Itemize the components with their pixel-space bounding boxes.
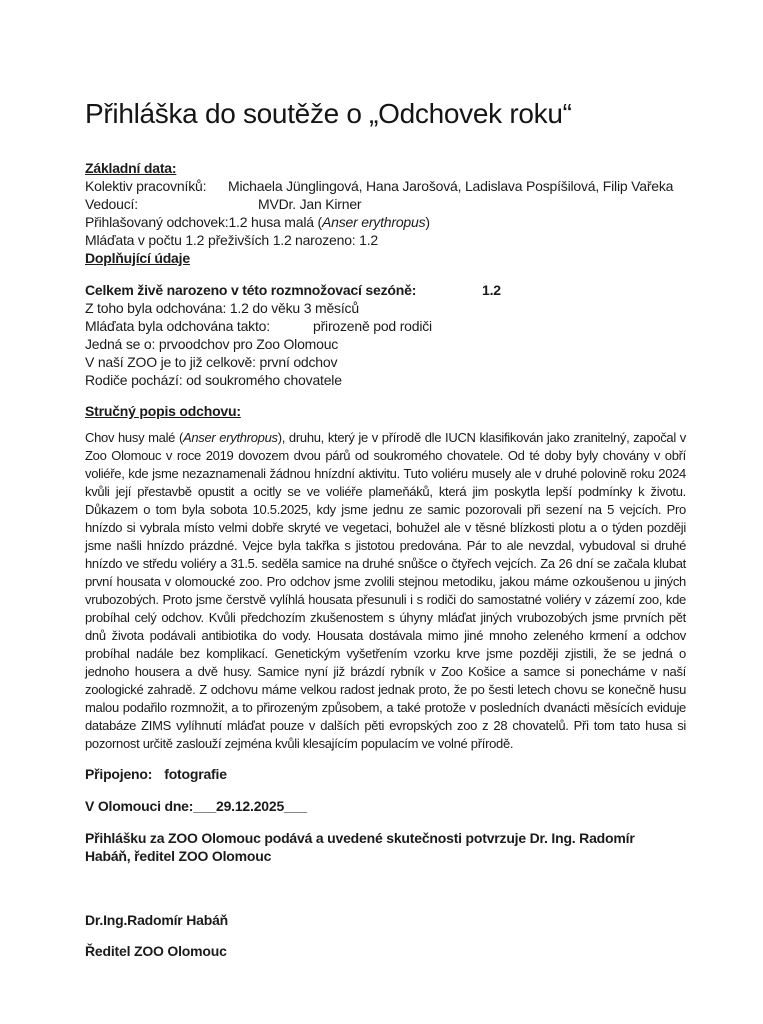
staff-row xyxy=(85,177,686,195)
registered-offspring-suffix: ) xyxy=(425,214,430,230)
total-born-value: 1.2 xyxy=(482,282,501,298)
attached-row xyxy=(85,765,686,783)
signature-role: Ředitel ZOO Olomouc xyxy=(85,943,227,959)
registered-offspring-row xyxy=(85,213,686,231)
leader-value: MVDr. Jan Kirner xyxy=(258,196,362,212)
zoo-total-row: V naší ZOO je to již celkově: první odchov xyxy=(85,354,338,370)
rearing-method-value: přirozeně pod rodiči xyxy=(313,318,432,334)
total-born-row xyxy=(85,281,686,299)
rearing-method-row xyxy=(85,317,686,335)
total-born-label: Celkem živě narozeno v této rozmnožovací sezóně: xyxy=(85,282,417,298)
date-row: V Olomouci dne:___29.12.2025___ xyxy=(85,798,307,814)
section-details xyxy=(85,281,686,389)
registered-offspring-label: Přihlašovaný odchovek: xyxy=(85,214,229,230)
description-text-rest: ), druhu, který je v přírodě dle IUCN klasifikován jako zranitelný, započal v Zoo Olomouc v roce 2019 dovozem dvou párů od soukromého chovatele. Od té doby byly chovány v obří voliéře, kde jsme nezaznamenali žádnou hnízdní aktivitu. Tuto voliéru musely ale v druhé polovině roku 2024 kvůli její přestavbě opustit a ocitly se ve voliéře plameňáků, která jim poskytla lepší podmínky k životu. Důkazem o tom byla sobota 10.5.2025, kdy jsme jednu ze samic pozorovali při sezení na 5 vejcích. Pro hnízdo si vybrala místo velmi dobře skryté ve vegetaci, bohužel ale v těsné blízkosti plotu a o týden později jsme našli hnízdo prázdné. Vejce byla takřka s jistotou predována. Pár to ale nevzdal, vybudoval si druhé hnízdo ve středu voliéry a 31.5. seděla samice na druhé snůšce o čtyřech vejcích. Za 26 dní se začala klubat první housata v olomoucké zoo. Pro odchov jsme zvolili stejnou metodiku, jakou máme ozkoušenou u jiných vrubozobých. Proto jsme čerstvě vylíhlá housata přesunuli i s rodiči do samostatné voliéry v zázemí zoo, kde probíhal celý odchov. Kvůli předchozím zkušenostem s úhyny mláďat jiných vrubozobých jsme prvních pět dnů života podávali antibiotika do vody. Housata dostávala mimo jiné mnoho zeleného krmení a odchov probíhal nadále bez komplikací. Genetickým vyšetřením vzorku krve jsme později zjistili, že se jedná o jednoho housera a dvě husy. Samice nyní již brázdí rybník v Zoo Košice a samce si ponecháme v naší zoologické zahradě. Z odchovu máme velkou radost jednak proto, že po šesti letech chovu se konečně husu malou podařilo rozmnožit, a to přirozeným způsobem, a také protože v posledních dvanácti měsících eviduje databáze ZIMS vylíhnutí mláďat pouze v dalších pěti evropských zoo z 28 chovatelů. Při tom tato husa si pozornost určitě zaslouží zejména kvůli klesajícím populacím ve volné přírodě. xyxy=(85,430,686,751)
description-heading: Stručný popis odchovu: xyxy=(85,403,241,419)
species-name-italic: Anser erythropus xyxy=(182,430,278,445)
registered-offspring-value: 1.2 husa malá ( xyxy=(228,214,322,230)
document-title: Přihláška do soutěže o „Odchovek roku“ xyxy=(85,98,572,129)
leader-row xyxy=(85,195,686,213)
description-paragraph xyxy=(85,429,686,753)
supplementary-heading: Doplňující údaje xyxy=(85,250,190,266)
confirmation-text: Přihlášku za ZOO Olomouc podává a uvedené skutečnosti potvrzuje Dr. Ing. Radomír Habáň, ředitel ZOO Olomouc xyxy=(85,830,642,864)
offspring-count-row xyxy=(85,231,686,249)
offspring-count: Mláďata v počtu 1.2 xyxy=(85,232,205,248)
attached-label: Připojeno: xyxy=(85,766,153,782)
species-name-italic: Anser erythropus xyxy=(321,214,426,230)
offspring-survived: přeživších 1.2 xyxy=(208,232,292,248)
section-basic-data xyxy=(85,159,686,267)
basic-data-heading: Základní data: xyxy=(85,160,177,176)
attached-value: fotografie xyxy=(164,766,227,782)
signature-name: Dr.Ing.Radomír Habáň xyxy=(85,912,229,928)
first-breeding-row: Jedná se o: prvoodchov pro Zoo Olomouc xyxy=(85,336,339,352)
staff-label: Kolektiv pracovníků: xyxy=(85,178,207,194)
reared-row: Z toho byla odchována: 1.2 do věku 3 měsíců xyxy=(85,300,359,316)
rearing-method-label: Mláďata byla odchována takto: xyxy=(85,318,270,334)
description-text-start: Chov husy malé ( xyxy=(85,430,183,445)
staff-value: Michaela Jünglingová, Hana Jarošová, Ladislava Pospíšilová, Filip Vařeka xyxy=(228,178,674,194)
leader-label: Vedoucí: xyxy=(85,196,138,212)
offspring-born: narozeno: 1.2 xyxy=(295,232,379,248)
parents-origin-row: Rodiče pochází: od soukromého chovatele xyxy=(85,372,342,388)
